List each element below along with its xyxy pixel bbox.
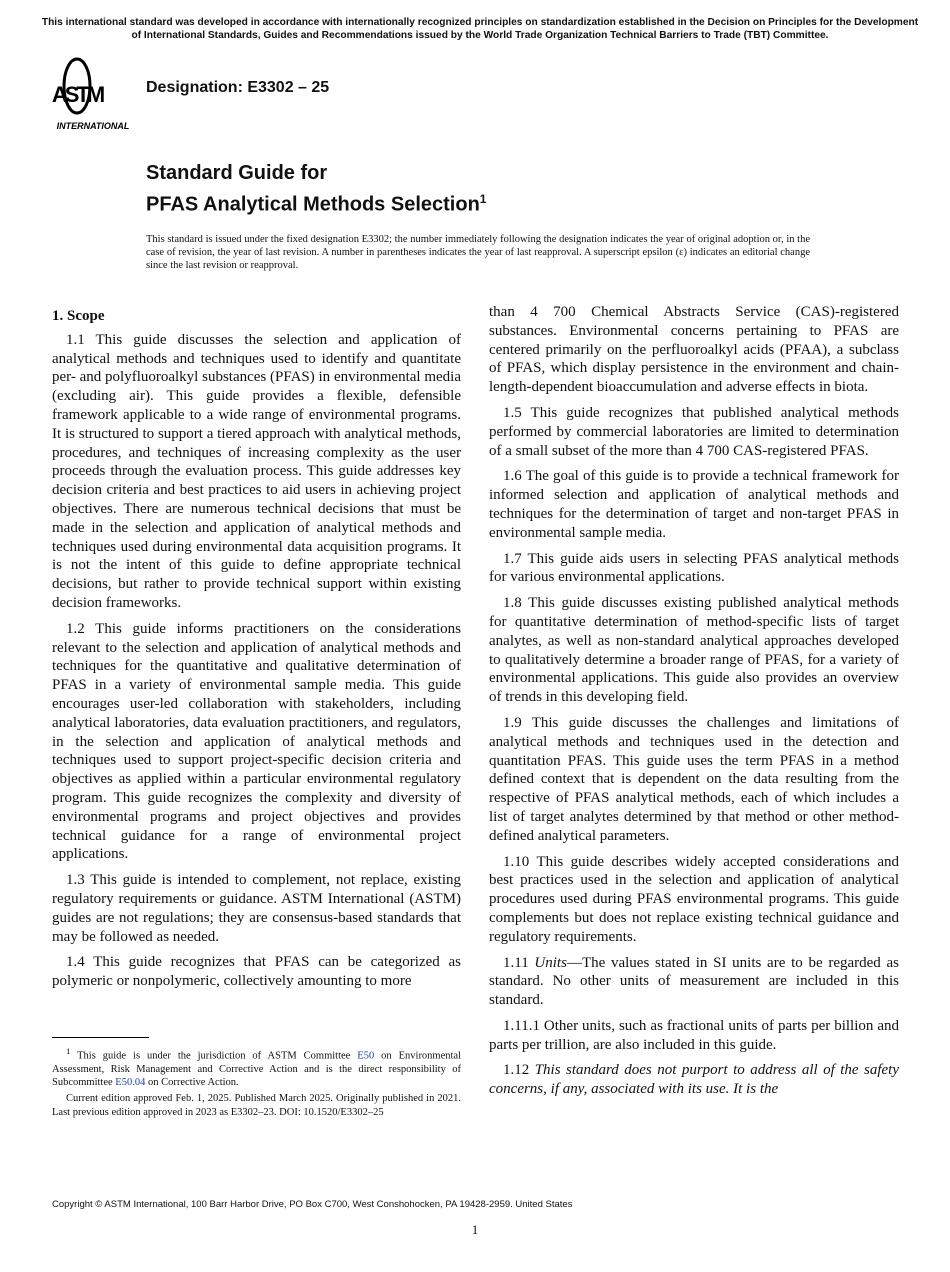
paragraph: 1.7 This guide aids users in selecting PFAS analytical methods for various environmental applications.: [489, 550, 899, 586]
paragraph: 1.10 This guide describes widely accepted considerations and best practices used in the selection and application of analytical procedures used during PFAS environmental programs. This guide complements but does not replace existing technical guidance and regulatory requirements.: [489, 853, 899, 945]
logo-text: ASTM: [52, 82, 103, 107]
footnote-text: This guide is under the jurisdiction of ASTM Committee: [77, 1050, 358, 1062]
units-text: —The values stated in SI units are to be regarded as standard. No other units of measurement are included in this standard.: [489, 954, 899, 1009]
para-number: 1.11: [503, 954, 529, 971]
footnote: [52, 1045, 461, 1122]
paragraph: 1.8 This guide discusses existing published analytical methods for quantitative determination of method-specific lists of target analytes, as well as non-standard analytical approaches developed to qualitatively determine a broader range of PFAS, for a variety of environmental applications. This guide also provides an overview of trends in this developing field.: [489, 595, 899, 706]
paragraph: 1.11.1 Other units, such as fractional units of parts per billion and parts per trillion, are also included in this guide.: [489, 1017, 899, 1053]
paragraph: 1.1 This guide discusses the selection and application of analytical methods and techniques used to identify and quantitate per- and polyfluoroalkyl substances (PFAS) in environmental media (excluding air). This guide provides a flexible, defensible framework applicable to a wide range of environmental programs. It is structured to support a tiered approach with analytical methods, procedures, and techniques of increasing complexity as the user proceeds through the evaluation process. This guide addresses key decision criteria and best practices to aid users in achieving project objectives. There are numerous technical decisions that must be made in the selection and application of analytical methods and techniques used during environmental data acquisition programs. It is not the intent of this guide to define appropriate technical decisions, but rather to provide technical support within existing decision frameworks.: [52, 331, 461, 611]
title-footnote-mark: 1: [479, 192, 487, 206]
subcommittee-e50-04-link[interactable]: E50.04: [115, 1077, 146, 1089]
units-paragraph: [489, 954, 899, 1010]
footnote-text: on Corrective Action.: [145, 1077, 239, 1089]
footnote-text: on Environmental Assessment, Risk Management and Corrective Action and is the direct responsibility of Subcommittee: [52, 1050, 462, 1089]
footnote-mark: 1: [66, 1046, 71, 1056]
logo-subtext: INTERNATIONAL: [56, 121, 130, 131]
page-number: 1: [471, 1222, 479, 1237]
edition-note: Current edition approved Feb. 1, 2025. Published March 2025. Originally published in 2021. Last previous edition approved in 2023 as E3302–23. DOI: 10.1520/E3302–25: [52, 1093, 461, 1118]
paragraph: 1.9 This guide discusses the challenges and limitations of analytical methods and techniques used in the detection and quantitation PFAS. This guide uses the term PFAS in a method defined context that is dependent on the data resulting from the respective of PFAS analytical methods, each of which includes a list of target analytes determined by that method or other method-defined analytical parameters.: [489, 714, 899, 844]
paragraph: 1.6 The goal of this guide is to provide a technical framework for informed selection and application of analytical methods and techniques for the determination of target and non-target PFAS in environmental sample media.: [489, 468, 899, 541]
wto-notice: This international standard was developed in accordance with internationally recognized principles on standardization established in the Decision on Principles for the Development of International Standards, Guides and Recommendations issued by the World Trade Organization Technical Barriers to Trade (TBT) Committee.: [41, 17, 919, 41]
para-number: 1.12: [503, 1062, 530, 1079]
astm-logo: [52, 56, 134, 132]
paragraph: 1.2 This guide informs practitioners on the considerations relevant to the selection and application of analytical methods and techniques for the quantitative and qualitative determination of PFAS in a variety of environmental sample media. This guide encourages user-led collaboration with stakeholders, including analytical laboratories, data evaluation practitioners, and regulators, in the selection and application of analytical methods and techniques used to support project-specific decision criteria and objectives as applied within a particular environmental regulatory program. This guide recognizes the complexity and diversity of environmental programs and project objectives and provides technical guidance for a range of environmental project applications.: [52, 620, 461, 863]
designation: Designation: E3302 – 25: [146, 79, 330, 96]
copyright: Copyright © ASTM International, 100 Barr Harbor Drive, PO Box C700, West Conshohocken, PA 19428-2959. United States: [52, 1199, 573, 1210]
paragraph: 1.5 This guide recognizes that published analytical methods performed by commercial laboratories are limited to determination of a small subset of the more than 4 700 CAS-registered PFAS.: [489, 404, 899, 459]
safety-text: This standard does not purport to address all of the safety concerns, if any, associated with its use. It is the: [489, 1062, 900, 1098]
right-column: [489, 303, 899, 1106]
paragraph: 1.3 This guide is intended to complement, not replace, existing regulatory requirements or guidance. ASTM International (ASTM) guides are not regulations; they are consensus-based standards that may be followed as needed.: [52, 872, 461, 945]
committee-e50-link[interactable]: E50: [357, 1050, 375, 1062]
safety-paragraph: [489, 1061, 899, 1099]
section-heading: 1. Scope: [52, 308, 105, 324]
units-label: Units: [534, 954, 567, 971]
document-title: [146, 160, 486, 218]
title-line-2: PFAS Analytical Methods Selection: [146, 193, 480, 216]
title-line-1: Standard Guide for: [146, 162, 328, 184]
paragraph: 1.4 This guide recognizes that PFAS can be categorized as polymeric or nonpolymeric, collectively amounting to more: [52, 954, 461, 990]
paragraph-continuation: than 4 700 Chemical Abstracts Service (CAS)-registered substances. Environmental concerns pertaining to PFAS are centered primarily on the perfluoroalkyl acids (PFAA), a subclass of PFAS, which display persistence in the environment and chain-length-dependent bioaccumulation and adverse effects in biota.: [489, 304, 899, 396]
left-column: [52, 307, 461, 998]
footnote-divider: [52, 1037, 149, 1038]
issued-note: This standard is issued under the fixed designation E3302; the number immediately following the designation indicates the year of original adoption or, in the case of revision, the year of last revision. A number in parentheses indicates the year of last reapproval. A superscript epsilon (ε) indicates an editorial change since the last revision or reapproval.: [146, 234, 810, 271]
